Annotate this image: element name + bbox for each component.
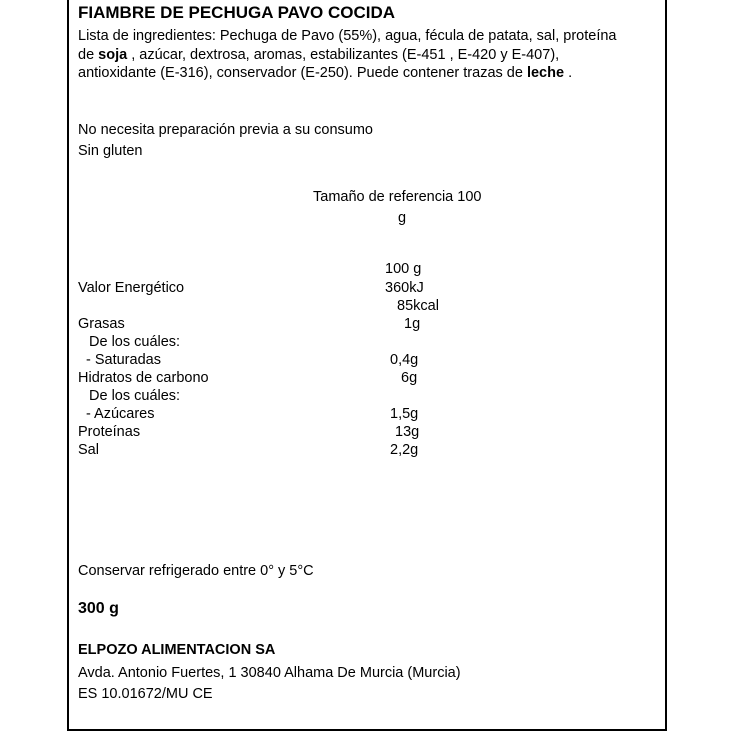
salt-label: Sal [78,442,99,458]
saturated-label: - Saturadas [86,352,161,368]
protein-label: Proteínas [78,424,141,440]
carbs-value: 6g [401,370,418,386]
energy-kj-value: 360kJ [385,280,424,296]
fat-of-which-label: De los cuáles: [89,334,181,350]
nutrition-column-header: 100 g [385,261,422,277]
protein-value: 13g [395,424,420,440]
energy-label: Valor Energético [78,280,185,296]
sugars-value: 1,5g [390,406,419,422]
fat-label: Grasas [78,316,125,332]
product-title: FIAMBRE DE PECHUGA PAVO COCIDA [78,3,396,22]
allergen-leche: leche [526,65,565,81]
ingredients-text-3: . [564,65,573,81]
fat-value: 1g [404,316,421,332]
energy-kcal-value: 85kcal [397,298,439,314]
gluten-note: Sin gluten [78,143,143,159]
allergen-soja: soja [98,46,128,63]
company-name: ELPOZO ALIMENTACION SA [78,642,276,658]
carbs-of-which-label: De los cuáles: [89,388,181,404]
saturated-value: 0,4g [390,352,419,368]
reference-size-line2: g [398,210,407,226]
salt-value: 2,2g [390,442,419,458]
net-weight: 300 g [78,600,119,617]
preparation-note: No necesita preparación previa a su consumo [78,122,373,138]
ingredients-list [78,27,628,83]
carbs-label: Hidratos de carbono [78,370,209,386]
ingredients-text-2: , azúcar, dextrosa, aromas, estabilizantes (E-451 , E-420 y E-407), antioxidante (E-316), conservador (E-250). Puede contener trazas de [78,46,560,81]
health-registry: ES 10.01672/MU CE [78,686,213,702]
storage-note: Conservar refrigerado entre 0° y 5°C [78,563,314,579]
ingredients-text-1: Lista de ingredientes: Pechuga de Pavo (55%), agua, fécula de patata, sal, proteína de [78,28,617,63]
company-address: Avda. Antonio Fuertes, 1 30840 Alhama De Murcia (Murcia) [78,665,461,681]
reference-size-line1: Tamaño de referencia 100 [313,189,482,205]
sugars-label: - Azúcares [86,406,155,422]
